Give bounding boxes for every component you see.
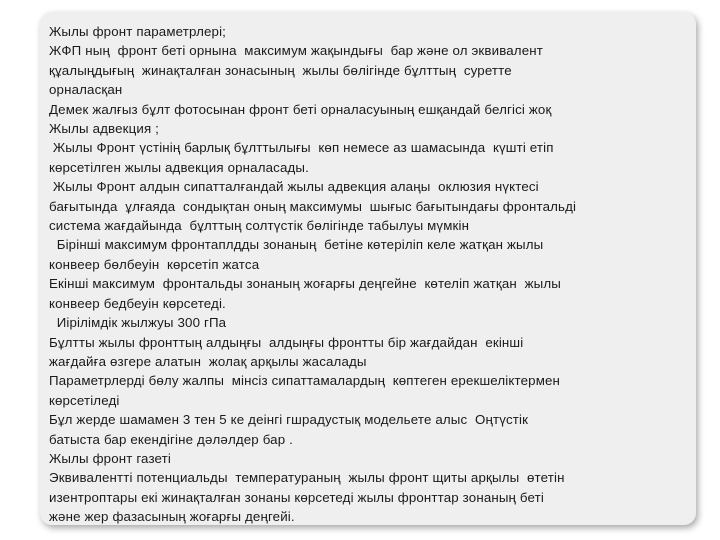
text-line: Бұлтты жылы фронттың алдыңғы алдыңғы фронтты бір жағдайдан екінші	[49, 334, 524, 350]
text-line: конвеер бөлбеуін көрсетіп жатса	[49, 256, 260, 272]
text-line: Жылы Фронт алдын сипатталғандай жылы адвекция алаңы оклюзия нүктесі	[49, 179, 539, 195]
text-line: Эквиваленттi потенциальды температураның жылы фронт щиты арқылы өтетін	[49, 470, 565, 486]
text-line: жағдайға өзгере алатын жолақ арқылы жасалады	[49, 353, 367, 369]
text-line: құалыңдығың жинақталған зонасының жылы бөлігінде бұлттың суретте	[49, 62, 512, 78]
text-line: Бұл жерде шамамен 3 тен 5 ке деінгі гшрадустық модельете алыс Оңтүстік	[49, 412, 529, 428]
text-line: Екінші максимум фронтальды зонаның жоғарғы деңгейне көтеліп жатқан жылы	[49, 276, 561, 292]
text-line: Жылы фронт газеті	[49, 450, 172, 466]
text-line: көрсетілген жылы адвекция орналасады.	[49, 159, 309, 175]
text-card	[40, 12, 696, 525]
text-line: изентроптары екі жинақталған зонаны көрсетеді жылы фронттар зонаның беті	[49, 489, 544, 505]
text-line: конвеер бедбеуін көрсетеді.	[49, 295, 226, 311]
text-line: батыста бар екендігіне дәләлдер бар .	[49, 431, 293, 447]
text-line: Параметрлерді бөлу жалпы мінсіз сипаттамалардың көптеген ерекшеліктермен	[49, 373, 561, 389]
text-line: система жағдайында бұлттың солтүстік бөлігінде табылуы мүмкін	[49, 218, 470, 234]
text-line: бағытында ұлғаяда сондықтан оның максимумы шығыс бағытындағы фронтальді	[49, 198, 577, 214]
text-line: Иірілімдік жылжуы 300 гПа	[49, 315, 227, 331]
text-line: көрсетіледі	[49, 392, 120, 408]
text-line: Демек жалғыз бұлт фотосынан фронт беті орналасуының ешқандай белгісі жоқ	[49, 101, 552, 117]
text-line: Жылы адвекция ;	[49, 121, 160, 137]
text-line: Жылы Фронт үстінің барлық бұлттылығы көп немесе аз шамасында күшті етіп	[49, 140, 554, 156]
text-line: Жылы фронт параметрлері;	[49, 24, 227, 39]
text-line: Бірінші максимум фронтаплдды зонаның бетіне көтеріліп келе жатқан жылы	[49, 237, 544, 253]
text-line: және жер фазасының жоғарғы деңгейі.	[49, 509, 295, 525]
text-line: ЖФП ның фронт беті орнына максимум жақындығы бар және ол эквивалент	[49, 43, 543, 59]
text-line: орналасқан	[49, 82, 123, 98]
